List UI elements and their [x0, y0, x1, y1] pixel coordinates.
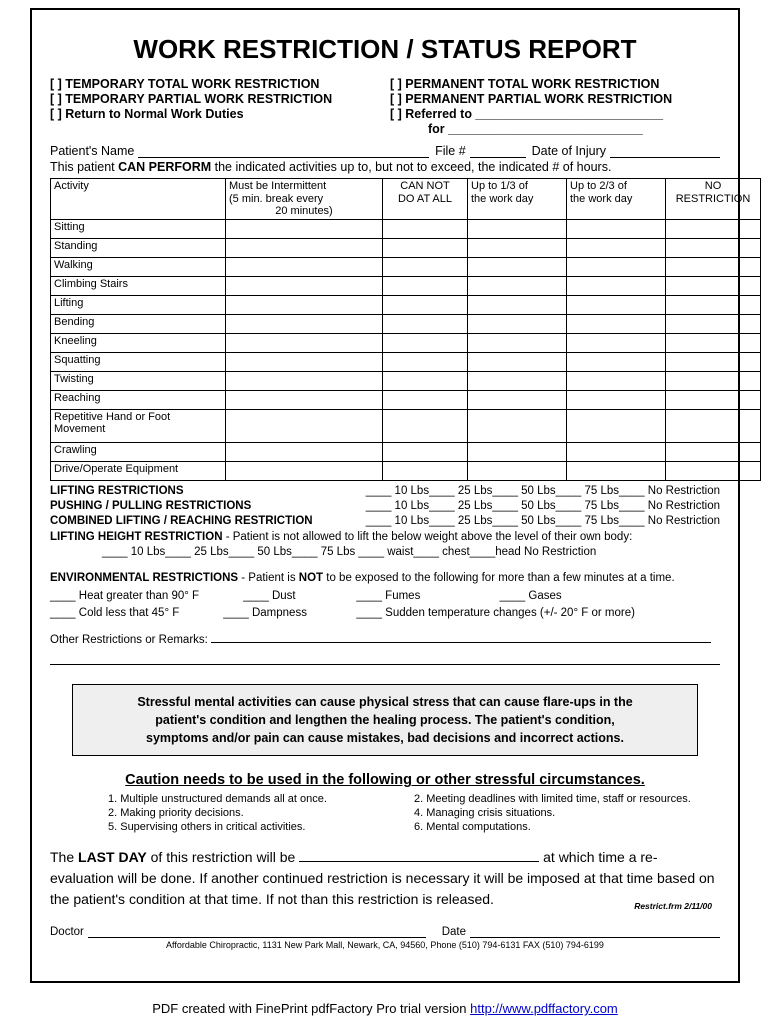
cell-sitting-cannot[interactable] [383, 219, 468, 238]
header-no-restriction-line1: NO [704, 180, 722, 192]
doctor-signature-input[interactable] [88, 937, 426, 938]
pdffactory-link[interactable]: http://www.pdffactory.com [470, 1001, 618, 1016]
row-label-standing: Standing [51, 238, 226, 257]
cell-climbing-one-third[interactable] [468, 276, 567, 295]
last-day-mid: of this restriction will be [146, 849, 300, 866]
environmental-row-2 [50, 605, 720, 622]
table-row [51, 390, 761, 409]
file-number-input[interactable] [470, 157, 526, 158]
env-fumes[interactable]: ____ Fumes [356, 589, 421, 602]
row-label-walking: Walking [51, 257, 226, 276]
cell-twisting-intermittent[interactable] [226, 371, 383, 390]
row-label-crawling: Crawling [51, 442, 226, 461]
cell-climbing-no-restriction[interactable] [666, 276, 761, 295]
cell-squatting-intermittent[interactable] [226, 352, 383, 371]
checkbox-temporary-partial[interactable]: [ ] TEMPORARY PARTIAL WORK RESTRICTION [50, 92, 333, 106]
cell-crawling-cannot[interactable] [383, 442, 468, 461]
env-cold[interactable]: ____ Cold less that 45° F [50, 606, 180, 619]
cell-drive-intermittent[interactable] [226, 461, 383, 480]
header-two-thirds-line1: Up to 2/3 of [570, 180, 627, 192]
list-item: 5. Supervising others in critical activities. [108, 821, 306, 834]
env-dampness[interactable]: ____ Dampness [223, 606, 307, 619]
activity-table-body [51, 219, 761, 480]
last-day-post: at which time a re-evaluation will be done. If another continued restriction is necessary it will be imposed at that time based on the patient's condition at that time. If not than this restriction is released. [50, 849, 715, 908]
cell-crawling-intermittent[interactable] [226, 442, 383, 461]
lifting-restrictions-values[interactable]: ____ 10 Lbs____ 25 Lbs____ 50 Lbs____ 75 Lbs____ No Restriction [365, 484, 720, 497]
cell-lifting-cannot[interactable] [383, 295, 468, 314]
header-intermittent [226, 179, 383, 220]
cell-bending-intermittent[interactable] [226, 314, 383, 333]
cell-squatting-cannot[interactable] [383, 352, 468, 371]
cell-squatting-two-thirds[interactable] [567, 352, 666, 371]
form-code: Restrict.frm 2/11/00 [634, 901, 712, 911]
env-gases[interactable]: ____ Gases [499, 589, 562, 602]
patient-info-line [50, 144, 720, 158]
environmental-row-1 [50, 588, 720, 605]
cell-bending-cannot[interactable] [383, 314, 468, 333]
cell-twisting-cannot[interactable] [383, 371, 468, 390]
environmental-pre: - Patient is [238, 572, 299, 585]
cell-walking-intermittent[interactable] [226, 257, 383, 276]
header-no-restriction-line2: RESTRICTION [675, 192, 751, 205]
checkbox-permanent-partial[interactable]: [ ] PERMANENT PARTIAL WORK RESTRICTION [390, 92, 673, 106]
header-cannot [383, 179, 468, 220]
cell-reaching-no-restriction[interactable] [666, 390, 761, 409]
other-remarks-label: Other Restrictions or Remarks: [50, 634, 208, 647]
cell-repetitive-one-third[interactable] [468, 409, 567, 442]
cell-kneeling-two-thirds[interactable] [567, 333, 666, 352]
cell-crawling-one-third[interactable] [468, 442, 567, 461]
cell-twisting-one-third[interactable] [468, 371, 567, 390]
list-item: 2. Making priority decisions. [108, 807, 244, 820]
referred-for-line[interactable]: for ____________________________ [428, 122, 643, 136]
cell-drive-cannot[interactable] [383, 461, 468, 480]
other-remarks-row [50, 634, 720, 668]
cell-crawling-two-thirds[interactable] [567, 442, 666, 461]
last-day-pre: The [50, 849, 79, 866]
pushing-pulling-label: PUSHING / PULLING RESTRICTIONS [50, 500, 252, 513]
cell-drive-two-thirds[interactable] [567, 461, 666, 480]
cell-climbing-intermittent[interactable] [226, 276, 383, 295]
table-row [51, 238, 761, 257]
row-label-lifting: Lifting [51, 295, 226, 314]
cell-lifting-one-third[interactable] [468, 295, 567, 314]
cell-reaching-two-thirds[interactable] [567, 390, 666, 409]
header-one-third-line2: the work day [471, 192, 534, 205]
cell-walking-cannot[interactable] [383, 257, 468, 276]
pdf-footer-text: PDF created with FinePrint pdfFactory Pro trial version [152, 1001, 471, 1016]
cell-sitting-no-restriction[interactable] [666, 219, 761, 238]
other-remarks-input[interactable] [211, 642, 711, 643]
combined-lifting-reaching-row [50, 514, 720, 529]
cell-lifting-two-thirds[interactable] [567, 295, 666, 314]
list-item: 1. Multiple unstructured demands all at once. [108, 793, 327, 806]
header-one-third-line1: Up to 1/3 of [471, 180, 528, 192]
signature-date-input[interactable] [470, 937, 720, 938]
environmental-label: ENVIRONMENTAL RESTRICTIONS [50, 572, 239, 585]
restrictions-block [50, 484, 720, 560]
env-dust[interactable]: ____ Dust [243, 589, 296, 602]
cell-walking-no-restriction[interactable] [666, 257, 761, 276]
table-row [51, 461, 761, 480]
table-row [51, 333, 761, 352]
file-number-label: File # [435, 144, 466, 158]
cell-standing-intermittent[interactable] [226, 238, 383, 257]
table-row [51, 442, 761, 461]
pdf-footer [0, 1001, 770, 1016]
lifting-restrictions-label: LIFTING RESTRICTIONS [50, 484, 184, 497]
cell-lifting-intermittent[interactable] [226, 295, 383, 314]
cell-standing-cannot[interactable] [383, 238, 468, 257]
cell-repetitive-two-thirds[interactable] [567, 409, 666, 442]
env-sudden-temp[interactable]: ____ Sudden temperature changes (+/- 20° F or more) [356, 606, 635, 619]
lifting-height-label: LIFTING HEIGHT RESTRICTION [50, 530, 223, 543]
cell-drive-one-third[interactable] [468, 461, 567, 480]
cell-standing-no-restriction[interactable] [666, 238, 761, 257]
cell-squatting-no-restriction[interactable] [666, 352, 761, 371]
cell-crawling-no-restriction[interactable] [666, 442, 761, 461]
header-cannot-line2: DO AT ALL [397, 192, 452, 205]
cell-squatting-one-third[interactable] [468, 352, 567, 371]
header-activity: Activity [51, 179, 226, 220]
cell-reaching-one-third[interactable] [468, 390, 567, 409]
cell-climbing-two-thirds[interactable] [567, 276, 666, 295]
lifting-restrictions-row [50, 484, 720, 499]
cell-bending-two-thirds[interactable] [567, 314, 666, 333]
header-two-thirds [567, 179, 666, 220]
stress-warning-box [72, 684, 698, 756]
environmental-not: NOT [298, 572, 324, 585]
header-two-thirds-line2: the work day [570, 192, 633, 205]
environmental-post: to be exposed to the following for more than a few minutes at a time. [323, 572, 675, 585]
cell-standing-two-thirds[interactable] [567, 238, 666, 257]
pushing-pulling-values[interactable]: ____ 10 Lbs____ 25 Lbs____ 50 Lbs____ 75 Lbs____ No Restriction [365, 500, 720, 513]
cell-repetitive-cannot[interactable] [383, 409, 468, 442]
cell-reaching-cannot[interactable] [383, 390, 468, 409]
cell-kneeling-no-restriction[interactable] [666, 333, 761, 352]
environmental-heading [50, 570, 720, 587]
checkbox-grid [50, 77, 720, 136]
page-title: WORK RESTRICTION / STATUS REPORT [133, 34, 637, 64]
combined-lifting-values[interactable]: ____ 10 Lbs____ 25 Lbs____ 50 Lbs____ 75 Lbs____ No Restriction [365, 515, 720, 528]
activity-table-head [51, 179, 761, 220]
cell-sitting-two-thirds[interactable] [567, 219, 666, 238]
last-day-paragraph [50, 847, 720, 910]
table-row [51, 352, 761, 371]
table-row [51, 409, 761, 442]
stress-line-2: patient's condition and lengthen the healing process. The patient's condition, [155, 713, 615, 728]
cell-climbing-cannot[interactable] [383, 276, 468, 295]
row-label-bending: Bending [51, 314, 226, 333]
cell-twisting-no-restriction[interactable] [666, 371, 761, 390]
table-row [51, 219, 761, 238]
stress-line-1: Stressful mental activities can cause physical stress that can cause flare-ups in the [137, 695, 633, 710]
table-row [51, 295, 761, 314]
pushing-pulling-row [50, 499, 720, 514]
signature-row [50, 926, 720, 938]
list-item: 6. Mental computations. [414, 821, 531, 834]
form-page [30, 8, 751, 983]
cell-kneeling-intermittent[interactable] [226, 333, 383, 352]
table-header-row [51, 179, 761, 220]
can-perform-statement [50, 160, 720, 174]
checkbox-permanent-total[interactable]: [ ] PERMANENT TOTAL WORK RESTRICTION [390, 77, 660, 91]
cell-bending-no-restriction[interactable] [666, 314, 761, 333]
caution-list [50, 793, 720, 833]
doctor-label: Doctor [50, 926, 84, 939]
cell-repetitive-intermittent[interactable] [226, 409, 383, 442]
table-row [51, 257, 761, 276]
can-perform-post: the indicated activities up to, but not to exceed, the indicated # of hours. [211, 160, 612, 174]
row-label-drive-operate: Drive/Operate Equipment [51, 461, 226, 480]
cell-drive-no-restriction[interactable] [666, 461, 761, 480]
header-cannot-line1: CAN NOT [400, 180, 450, 192]
lifting-height-text: - Patient is not allowed to lift the below weight above the level of their own body: [222, 530, 633, 543]
row-label-sitting: Sitting [51, 219, 226, 238]
env-heat[interactable]: ____ Heat greater than 90° F [50, 589, 200, 602]
clinic-address: Affordable Chiropractic, 1131 New Park Mall, Newark, CA, 94560, Phone (510) 794-6131 FAX (510) 794-6199 [166, 940, 604, 951]
date-of-injury-label: Date of Injury [531, 144, 606, 158]
cell-sitting-intermittent[interactable] [226, 219, 383, 238]
date-label: Date [441, 926, 466, 939]
row-label-twisting: Twisting [51, 371, 226, 390]
list-item: 4. Managing crisis situations. [414, 807, 556, 820]
header-intermittent-line2: (5 min. break every [229, 192, 324, 205]
stress-line-3: symptoms and/or pain can cause mistakes, bad decisions and incorrect actions. [146, 731, 624, 746]
cell-twisting-two-thirds[interactable] [567, 371, 666, 390]
table-row [51, 276, 761, 295]
checkbox-temporary-total[interactable]: [ ] TEMPORARY TOTAL WORK RESTRICTION [50, 77, 320, 91]
patient-name-label: Patient's Name [50, 144, 135, 158]
row-label-squatting: Squatting [51, 352, 226, 371]
cell-standing-one-third[interactable] [468, 238, 567, 257]
header-intermittent-line3: 20 minutes) [275, 205, 333, 218]
checkbox-return-normal-duties[interactable]: [ ] Return to Normal Work Duties [50, 107, 244, 121]
header-intermittent-line1: Must be Intermittent [229, 180, 327, 192]
environmental-block [50, 570, 720, 622]
last-day-input[interactable] [299, 861, 539, 862]
list-item: 2. Meeting deadlines with limited time, staff or resources. [414, 793, 691, 806]
can-perform-bold: CAN PERFORM [118, 160, 212, 174]
cell-bending-one-third[interactable] [468, 314, 567, 333]
cell-repetitive-no-restriction[interactable] [666, 409, 761, 442]
row-label-kneeling: Kneeling [51, 333, 226, 352]
cell-sitting-one-third[interactable] [468, 219, 567, 238]
can-perform-pre: This patient [50, 160, 119, 174]
date-of-injury-input[interactable] [610, 157, 720, 158]
lifting-height-values[interactable]: ____ 10 Lbs____ 25 Lbs____ 50 Lbs____ 75 Lbs ____ waist____ chest____head No Restriction [102, 546, 597, 559]
header-no-restriction [666, 179, 761, 220]
activity-table [50, 178, 761, 481]
combined-lifting-label: COMBINED LIFTING / REACHING RESTRICTION [50, 515, 313, 528]
cell-walking-two-thirds[interactable] [567, 257, 666, 276]
lifting-height-line [50, 530, 720, 545]
cell-walking-one-third[interactable] [468, 257, 567, 276]
spacer [50, 122, 380, 136]
checkbox-referred-to[interactable]: [ ] Referred to ___________________________ [390, 107, 664, 121]
caution-heading: Caution needs to be used in the following or other stressful circumstances. [125, 772, 645, 789]
last-day-bold: LAST DAY [78, 849, 147, 866]
row-label-reaching: Reaching [51, 390, 226, 409]
table-row [51, 314, 761, 333]
header-one-third [468, 179, 567, 220]
other-remarks-input-2[interactable] [50, 652, 720, 665]
row-label-climbing-stairs: Climbing Stairs [51, 276, 226, 295]
table-row [51, 371, 761, 390]
row-label-repetitive-movement: Repetitive Hand or Foot Movement [51, 409, 226, 442]
cell-reaching-intermittent[interactable] [226, 390, 383, 409]
cell-kneeling-one-third[interactable] [468, 333, 567, 352]
cell-lifting-no-restriction[interactable] [666, 295, 761, 314]
patient-name-input[interactable] [138, 157, 429, 158]
cell-kneeling-cannot[interactable] [383, 333, 468, 352]
